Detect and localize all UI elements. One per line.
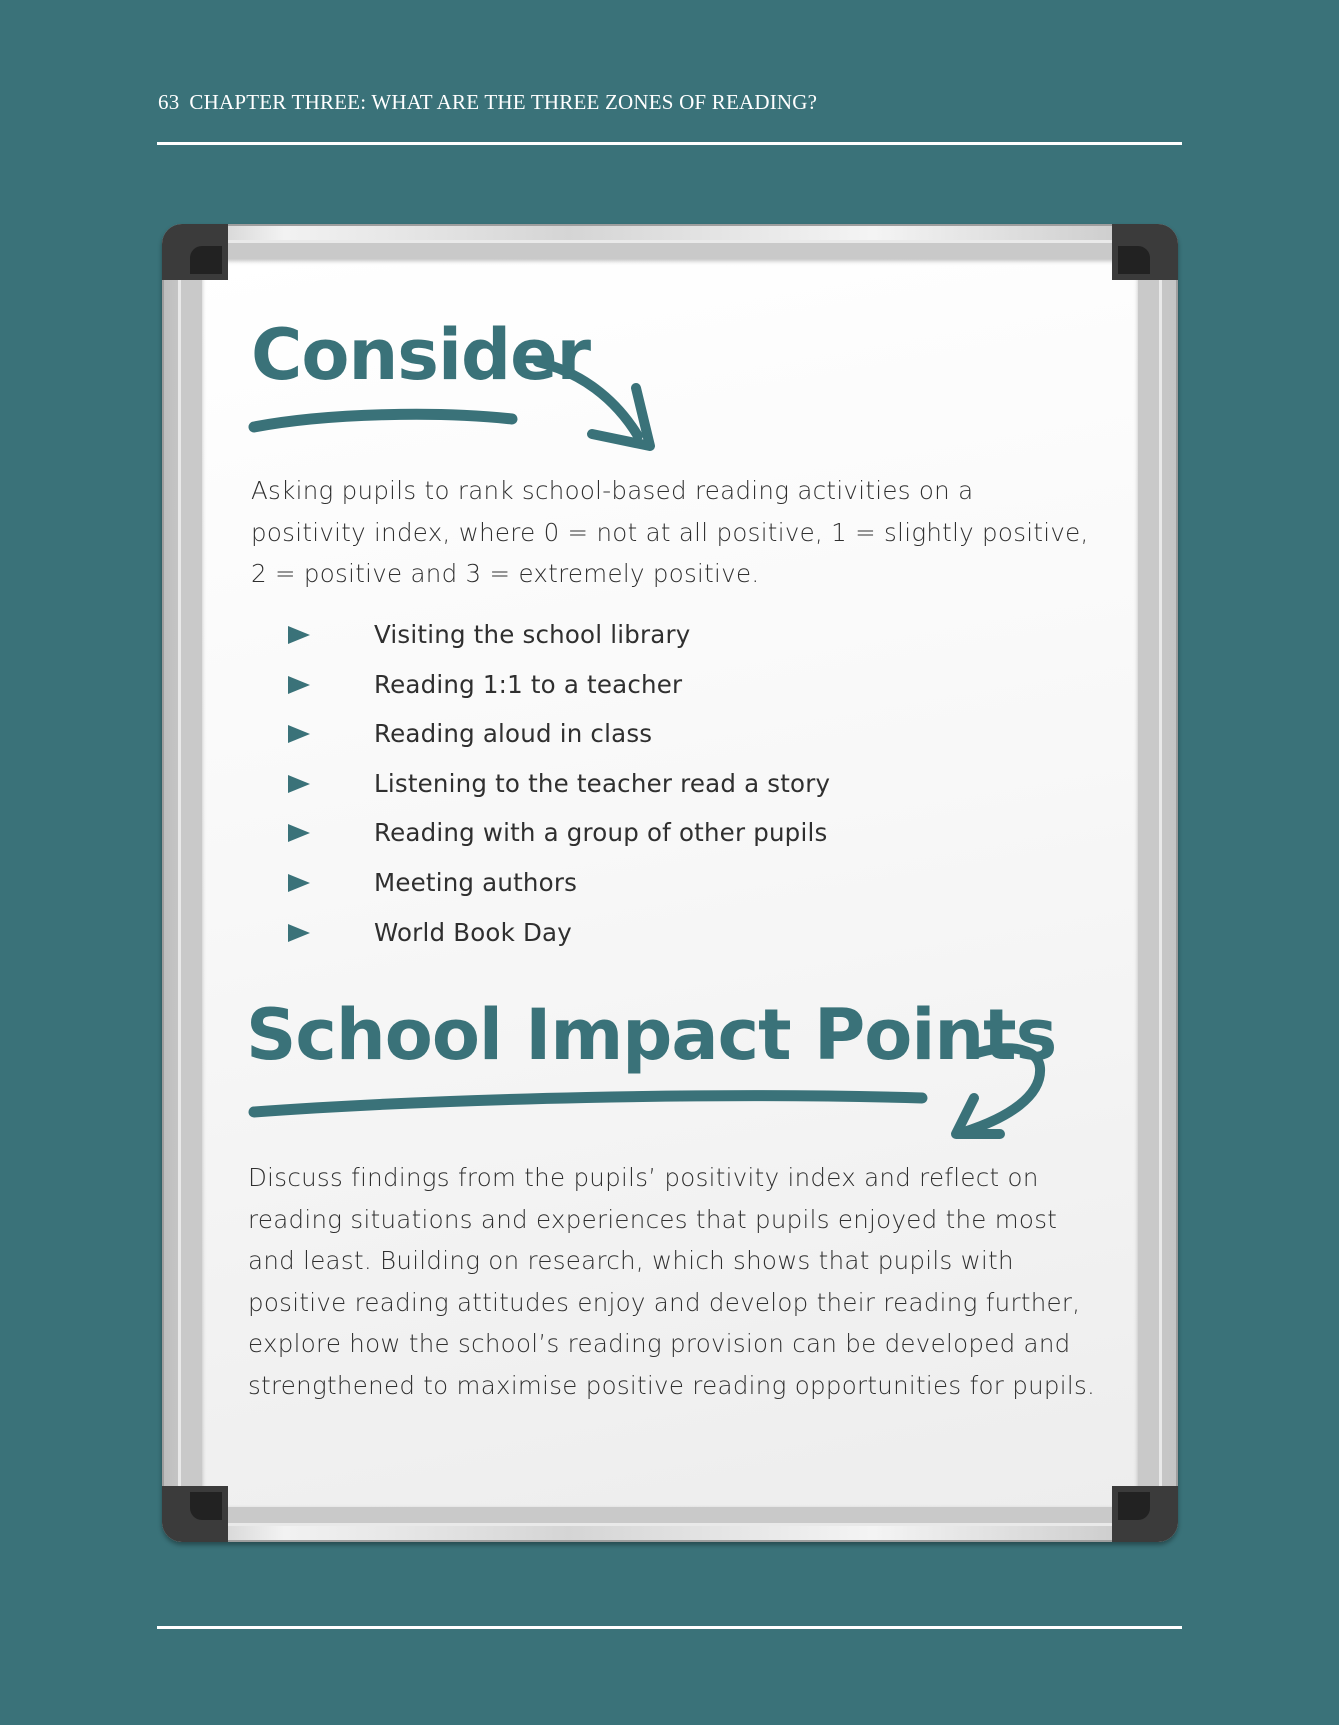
consider-underline — [248, 405, 518, 435]
chapter-title: CHAPTER THREE: WHAT ARE THE THREE ZONES OF READING? — [189, 90, 818, 114]
list-item-label: Meeting authors — [374, 867, 578, 897]
list-item — [286, 666, 830, 716]
corner-cap-top-left — [162, 224, 228, 280]
activity-list — [286, 616, 830, 963]
list-item — [286, 765, 830, 815]
running-head — [158, 90, 817, 115]
triangle-bullet-icon — [286, 922, 312, 944]
curved-arrow-icon — [530, 350, 660, 450]
triangle-bullet-icon — [286, 822, 312, 844]
list-item-label: Reading 1:1 to a teacher — [374, 669, 683, 699]
list-item-label: World Book Day — [374, 917, 572, 947]
list-item — [286, 914, 830, 964]
list-item — [286, 715, 830, 765]
hooked-arrow-icon — [942, 1040, 1052, 1142]
header-rule — [157, 142, 1182, 145]
consider-intro: Asking pupils to rank school-based reading activities on a positivity index, where 0 = not at all positive, 1 = slightly positive, 2 = positive and 3 = extremely positive. — [251, 476, 1089, 588]
corner-cap-top-right — [1112, 224, 1178, 280]
footer-rule — [157, 1626, 1182, 1629]
list-item — [286, 864, 830, 914]
impact-underline — [246, 1086, 930, 1120]
list-item-label: Reading aloud in class — [374, 719, 653, 749]
triangle-bullet-icon — [286, 872, 312, 894]
consider-heading: Consider — [251, 314, 591, 396]
triangle-bullet-icon — [286, 674, 312, 696]
corner-cap-bottom-left — [162, 1486, 228, 1542]
triangle-bullet-icon — [286, 773, 312, 795]
corner-cap-bottom-right — [1112, 1486, 1178, 1542]
impact-heading: School Impact Points — [246, 994, 1057, 1076]
list-item-label: Visiting the school library — [374, 620, 691, 649]
list-item — [286, 814, 830, 864]
triangle-bullet-icon — [286, 723, 312, 745]
list-item-label: Reading with a group of other pupils — [374, 818, 828, 848]
triangle-bullet-icon — [286, 624, 312, 646]
impact-body: Discuss findings from the pupils’ positivity index and reflect on reading situations and experiences that pupils enjoyed the most and least. Building on research, which shows that pupils with positive reading attitudes enjoy and develop their reading further, explore how the school’s reading provision can be developed and strengthened to maximise positive reading opportunities for pupils. — [248, 1163, 1096, 1400]
page-number: 63 — [158, 90, 180, 114]
list-item-label: Listening to the teacher read a story — [374, 768, 831, 798]
list-item — [286, 616, 830, 666]
